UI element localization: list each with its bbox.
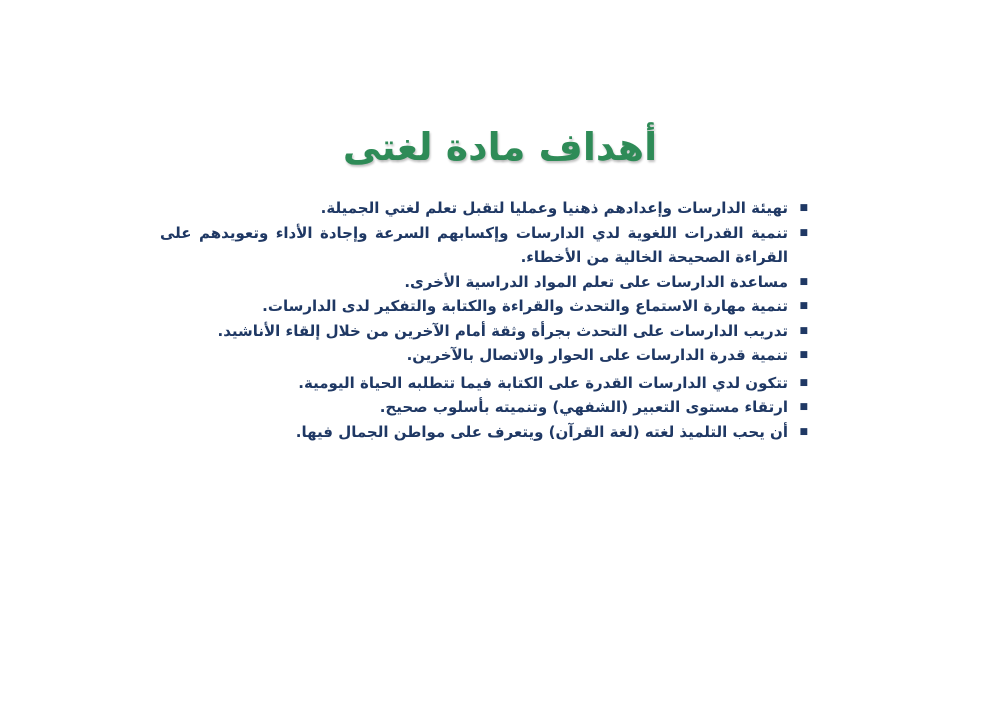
goal-text: تنمية مهارة الاستماع والتحدث والقراءة والكتابة والتفكير لدى الدارسات. <box>262 297 788 315</box>
page-title: أهداف مادة لغتى <box>342 125 658 169</box>
goal-text: أن يحب التلميذ لغته (لغة القرآن) ويتعرف على مواطن الجمال فيها. <box>295 422 788 441</box>
list-item <box>160 343 810 368</box>
goal-text: تدريب الدارسات على التحدث بجرأة وثقة أمام الآخرين من خلال إلقاء الأناشيد. <box>217 321 788 340</box>
square-bullet-icon: ■ <box>799 301 808 311</box>
goal-text: مساعدة الدارسات على تعلم المواد الدراسية الأخرى. <box>404 272 788 291</box>
goal-text: تتكون لدي الدارسات القدرة على الكتابة فيما تتطلبه الحياة اليومية. <box>298 373 788 392</box>
square-bullet-icon: ■ <box>799 227 808 238</box>
square-bullet-icon: ■ <box>799 377 808 388</box>
square-bullet-icon: ■ <box>799 426 808 437</box>
list-item <box>160 319 810 344</box>
list-item <box>160 294 810 319</box>
square-bullet-icon: ■ <box>799 350 808 360</box>
list-item <box>160 221 810 270</box>
goal-text: تنمية القدرات اللغوية لدي الدارسات وإكسابهم السرعة وإجادة الأداء وتعويدهم على القراءة الصحيحة الخالية من الأخطاء. <box>160 223 788 266</box>
list-item <box>160 270 810 295</box>
square-bullet-icon: ■ <box>799 203 808 213</box>
square-bullet-icon: ■ <box>799 276 808 287</box>
goal-text: ارتقاء مستوى التعبير (الشفهي) وتنميته بأسلوب صحيح. <box>379 398 788 416</box>
list-item <box>160 371 810 396</box>
goals-list <box>160 196 810 444</box>
list-item <box>160 395 810 420</box>
list-item <box>160 420 810 445</box>
square-bullet-icon: ■ <box>799 402 808 412</box>
square-bullet-icon: ■ <box>799 325 808 336</box>
goal-text: تهيئة الدارسات وإعدادهم ذهنيا وعمليا لتقبل تعلم لغتي الجميلة. <box>320 199 788 217</box>
list-item <box>160 196 810 221</box>
goal-text: تنمية قدرة الدارسات على الحوار والاتصال بالآخرين. <box>406 346 788 364</box>
